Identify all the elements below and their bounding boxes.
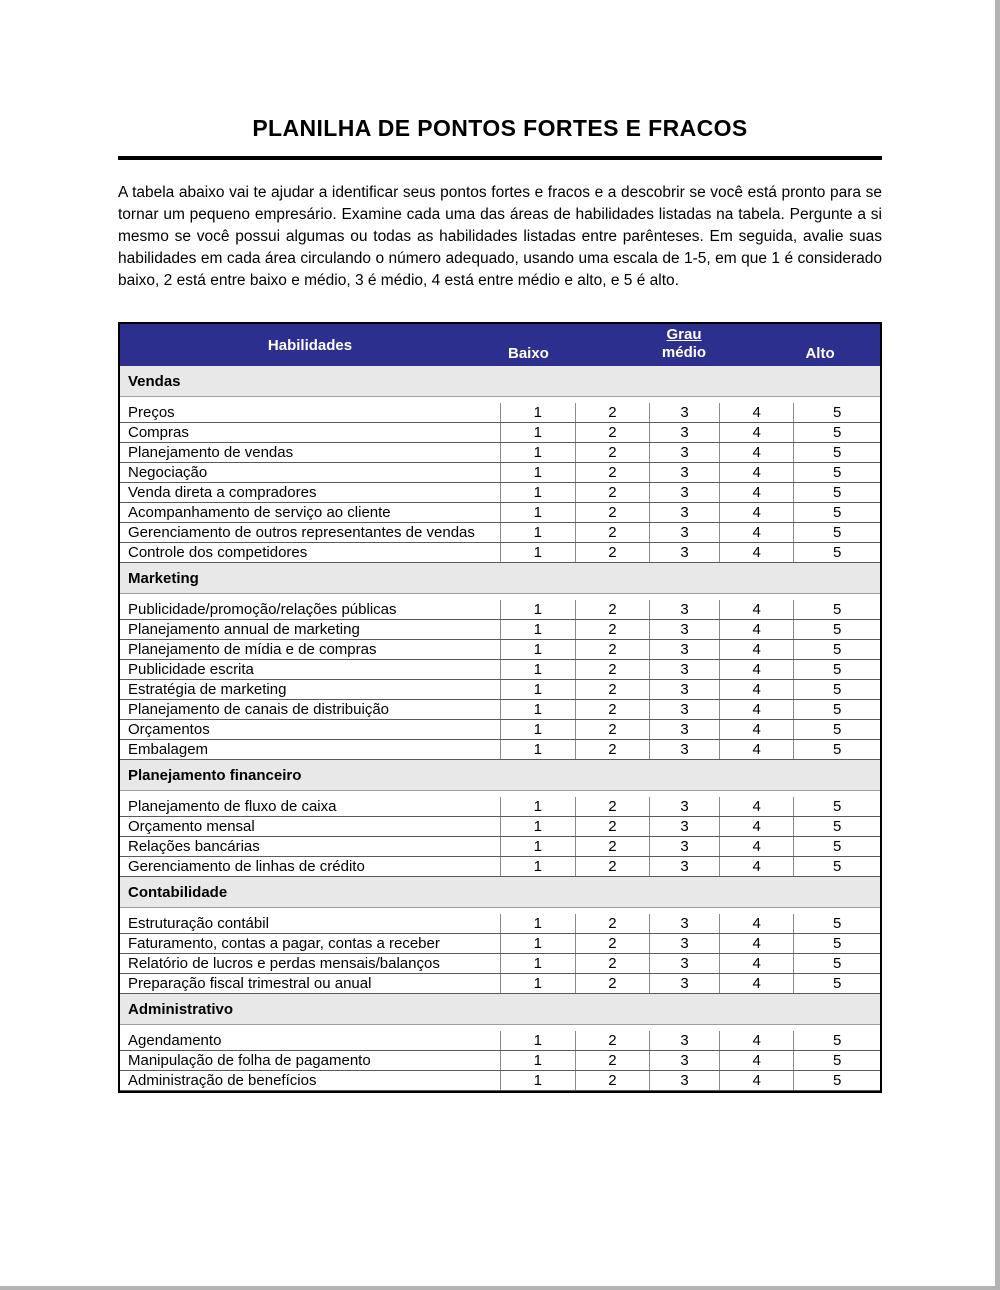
skill-label: Controle dos competidores [128, 544, 308, 561]
rating-1: 1 [500, 1031, 575, 1050]
rating-3: 3 [649, 974, 719, 993]
rating-4: 4 [719, 620, 794, 639]
rating-2: 2 [575, 974, 650, 993]
skill-row [120, 1051, 880, 1071]
rating-2: 2 [575, 914, 650, 933]
rating-4: 4 [719, 543, 794, 562]
rating-2: 2 [575, 1051, 650, 1070]
rating-3: 3 [649, 1031, 719, 1050]
rating-1: 1 [500, 543, 575, 562]
rating-3: 3 [649, 700, 719, 719]
header-baixo [500, 324, 575, 366]
rating-5: 5 [793, 620, 880, 639]
rating-5: 5 [793, 403, 880, 422]
skill-row [120, 660, 880, 680]
rating-5: 5 [793, 600, 880, 619]
rating-4: 4 [719, 1051, 794, 1070]
rating-2: 2 [575, 954, 650, 973]
rating-2: 2 [575, 523, 650, 542]
skill-label: Preços [128, 404, 175, 421]
rating-5: 5 [793, 523, 880, 542]
skill-row [120, 857, 880, 877]
table-header-row [120, 324, 880, 366]
skill-label: Gerenciamento de outros representantes de vendas [128, 524, 475, 541]
rating-4: 4 [719, 1071, 794, 1090]
skill-label: Acompanhamento de serviço ao cliente [128, 504, 391, 521]
skill-label: Compras [128, 424, 189, 441]
rating-2: 2 [575, 1031, 650, 1050]
skill-row [120, 640, 880, 660]
rating-1: 1 [500, 817, 575, 836]
skill-row [120, 837, 880, 857]
skill-row [120, 914, 880, 934]
header-grau-label: Grau [666, 326, 702, 343]
rating-4: 4 [719, 523, 794, 542]
scan-edge-bottom [0, 1286, 1000, 1290]
skill-row [120, 817, 880, 837]
skill-row [120, 740, 880, 760]
rating-2: 2 [575, 463, 650, 482]
rating-1: 1 [500, 954, 575, 973]
skill-label: Agendamento [128, 1032, 222, 1049]
skill-row [120, 720, 880, 740]
rating-3: 3 [649, 483, 719, 502]
rating-3: 3 [649, 857, 719, 876]
rating-1: 1 [500, 523, 575, 542]
intro-paragraph: A tabela abaixo vai te ajudar a identificar seus pontos fortes e fracos e a descobrir se você está pronto para se tornar um pequeno empresário. Examine cada uma das áreas de habilidades listadas na tabela. Pergunte a si mesmo se você possui algumas ou todas as habilidades listadas entre parênteses. Em seguida, avalie suas habilidades em cada área circulando o número adequado, usando uma escala de 1-5, em que 1 é considerado baixo, 2 está entre baixo e médio, 3 é médio, 4 está entre médio e alto, e 5 é alto. [118, 184, 882, 289]
rating-3: 3 [649, 934, 719, 953]
section-row [120, 563, 880, 594]
rating-2: 2 [575, 934, 650, 953]
rating-4: 4 [719, 463, 794, 482]
rating-3: 3 [649, 600, 719, 619]
rating-3: 3 [649, 1051, 719, 1070]
rating-2: 2 [575, 857, 650, 876]
rating-4: 4 [719, 817, 794, 836]
rating-5: 5 [793, 974, 880, 993]
section-row [120, 994, 880, 1025]
rating-2: 2 [575, 403, 650, 422]
rating-2: 2 [575, 443, 650, 462]
rating-5: 5 [793, 463, 880, 482]
rating-3: 3 [649, 797, 719, 816]
rating-3: 3 [649, 620, 719, 639]
skill-label: Estruturação contábil [128, 915, 269, 932]
rating-1: 1 [500, 720, 575, 739]
rating-5: 5 [793, 914, 880, 933]
section-row [120, 877, 880, 908]
rating-2: 2 [575, 620, 650, 639]
header-alto [793, 324, 880, 366]
header-empty-2 [719, 324, 794, 366]
header-alto-label: Alto [805, 345, 835, 362]
rating-5: 5 [793, 483, 880, 502]
rating-1: 1 [500, 740, 575, 759]
rating-4: 4 [719, 934, 794, 953]
rating-3: 3 [649, 954, 719, 973]
rating-1: 1 [500, 1071, 575, 1090]
rating-3: 3 [649, 1071, 719, 1090]
rating-5: 5 [793, 680, 880, 699]
rating-5: 5 [793, 1051, 880, 1070]
skill-label: Publicidade escrita [128, 661, 254, 678]
skill-label: Planejamento de vendas [128, 444, 294, 461]
skills-table [118, 322, 882, 1093]
rating-5: 5 [793, 700, 880, 719]
skill-row [120, 1071, 880, 1091]
skill-row [120, 523, 880, 543]
header-habilidades [120, 324, 500, 366]
header-medio-label: médio [661, 344, 707, 361]
rating-2: 2 [575, 837, 650, 856]
rating-5: 5 [793, 1031, 880, 1050]
rating-1: 1 [500, 640, 575, 659]
rating-4: 4 [719, 837, 794, 856]
skill-row [120, 423, 880, 443]
rating-2: 2 [575, 543, 650, 562]
rating-3: 3 [649, 523, 719, 542]
rating-2: 2 [575, 680, 650, 699]
skill-row [120, 443, 880, 463]
skill-label: Estratégia de marketing [128, 681, 287, 698]
rating-5: 5 [793, 503, 880, 522]
skill-label: Planejamento de fluxo de caixa [128, 798, 337, 815]
skill-row [120, 503, 880, 523]
rating-1: 1 [500, 837, 575, 856]
skill-row [120, 543, 880, 563]
skill-label: Administração de benefícios [128, 1072, 317, 1089]
header-empty-1 [575, 324, 650, 366]
skill-label: Relatório de lucros e perdas mensais/balanços [128, 955, 440, 972]
rating-4: 4 [719, 483, 794, 502]
rating-4: 4 [719, 974, 794, 993]
rating-5: 5 [793, 837, 880, 856]
scan-edge-right [995, 0, 1000, 1290]
skill-label: Embalagem [128, 741, 209, 758]
rating-1: 1 [500, 483, 575, 502]
skills-table-body [120, 366, 880, 1091]
rating-1: 1 [500, 1051, 575, 1070]
rating-5: 5 [793, 857, 880, 876]
rating-2: 2 [575, 1071, 650, 1090]
rating-2: 2 [575, 503, 650, 522]
rating-4: 4 [719, 797, 794, 816]
rating-3: 3 [649, 403, 719, 422]
rating-4: 4 [719, 640, 794, 659]
rating-1: 1 [500, 974, 575, 993]
rating-3: 3 [649, 837, 719, 856]
rating-4: 4 [719, 503, 794, 522]
rating-2: 2 [575, 483, 650, 502]
skill-label: Orçamentos [128, 721, 210, 738]
section-title: Planejamento financeiro [128, 766, 302, 784]
rating-3: 3 [649, 423, 719, 442]
rating-1: 1 [500, 463, 575, 482]
title-divider [118, 156, 882, 160]
rating-1: 1 [500, 600, 575, 619]
rating-3: 3 [649, 443, 719, 462]
rating-4: 4 [719, 857, 794, 876]
page-title: PLANILHA DE PONTOS FORTES E FRACOS [252, 115, 748, 141]
header-grau-medio [649, 324, 719, 366]
rating-1: 1 [500, 680, 575, 699]
rating-5: 5 [793, 720, 880, 739]
rating-4: 4 [719, 600, 794, 619]
section-title: Administrativo [128, 1000, 234, 1018]
skill-label: Publicidade/promoção/relações públicas [128, 601, 397, 618]
rating-5: 5 [793, 797, 880, 816]
skill-row [120, 600, 880, 620]
rating-4: 4 [719, 1031, 794, 1050]
rating-3: 3 [649, 660, 719, 679]
section-row [120, 366, 880, 397]
rating-2: 2 [575, 600, 650, 619]
rating-4: 4 [719, 700, 794, 719]
section-title: Contabilidade [128, 883, 228, 901]
rating-5: 5 [793, 660, 880, 679]
rating-4: 4 [719, 740, 794, 759]
skill-row [120, 797, 880, 817]
rating-2: 2 [575, 700, 650, 719]
header-habilidades-label: Habilidades [267, 336, 353, 354]
rating-1: 1 [500, 620, 575, 639]
rating-3: 3 [649, 640, 719, 659]
skill-label: Orçamento mensal [128, 818, 255, 835]
skill-label: Faturamento, contas a pagar, contas a receber [128, 935, 440, 952]
skill-row [120, 483, 880, 503]
skill-row [120, 1031, 880, 1051]
rating-4: 4 [719, 914, 794, 933]
rating-5: 5 [793, 1071, 880, 1090]
rating-1: 1 [500, 443, 575, 462]
rating-2: 2 [575, 817, 650, 836]
skill-row [120, 463, 880, 483]
rating-1: 1 [500, 857, 575, 876]
rating-3: 3 [649, 720, 719, 739]
skill-label: Venda direta a compradores [128, 484, 317, 501]
skill-label: Planejamento annual de marketing [128, 621, 360, 638]
rating-1: 1 [500, 914, 575, 933]
rating-4: 4 [719, 423, 794, 442]
section-title: Vendas [128, 372, 181, 390]
skill-row [120, 403, 880, 423]
skill-row [120, 680, 880, 700]
skill-label: Planejamento de mídia e de compras [128, 641, 377, 658]
rating-2: 2 [575, 660, 650, 679]
header-baixo-label: Baixo [508, 345, 549, 362]
skill-row [120, 620, 880, 640]
rating-2: 2 [575, 423, 650, 442]
skill-row [120, 974, 880, 994]
rating-5: 5 [793, 817, 880, 836]
rating-5: 5 [793, 640, 880, 659]
section-title: Marketing [128, 569, 199, 587]
skill-row [120, 954, 880, 974]
skill-label: Relações bancárias [128, 838, 260, 855]
rating-4: 4 [719, 720, 794, 739]
rating-4: 4 [719, 680, 794, 699]
rating-1: 1 [500, 700, 575, 719]
rating-4: 4 [719, 954, 794, 973]
rating-4: 4 [719, 660, 794, 679]
rating-4: 4 [719, 403, 794, 422]
rating-1: 1 [500, 403, 575, 422]
skill-label: Manipulação de folha de pagamento [128, 1052, 371, 1069]
rating-5: 5 [793, 543, 880, 562]
rating-5: 5 [793, 740, 880, 759]
skill-label: Preparação fiscal trimestral ou anual [128, 975, 372, 992]
rating-1: 1 [500, 503, 575, 522]
rating-2: 2 [575, 797, 650, 816]
rating-3: 3 [649, 740, 719, 759]
rating-4: 4 [719, 443, 794, 462]
rating-3: 3 [649, 914, 719, 933]
rating-5: 5 [793, 934, 880, 953]
rating-1: 1 [500, 660, 575, 679]
rating-1: 1 [500, 934, 575, 953]
rating-3: 3 [649, 817, 719, 836]
rating-1: 1 [500, 423, 575, 442]
rating-3: 3 [649, 543, 719, 562]
rating-2: 2 [575, 720, 650, 739]
skill-label: Gerenciamento de linhas de crédito [128, 858, 365, 875]
rating-1: 1 [500, 797, 575, 816]
rating-2: 2 [575, 740, 650, 759]
skill-label: Negociação [128, 464, 208, 481]
rating-2: 2 [575, 640, 650, 659]
rating-5: 5 [793, 423, 880, 442]
section-row [120, 760, 880, 791]
document-content [118, 0, 882, 1093]
rating-5: 5 [793, 443, 880, 462]
rating-3: 3 [649, 680, 719, 699]
rating-5: 5 [793, 954, 880, 973]
skill-label: Planejamento de canais de distribuição [128, 701, 389, 718]
skill-row [120, 934, 880, 954]
rating-3: 3 [649, 503, 719, 522]
skill-row [120, 700, 880, 720]
rating-3: 3 [649, 463, 719, 482]
